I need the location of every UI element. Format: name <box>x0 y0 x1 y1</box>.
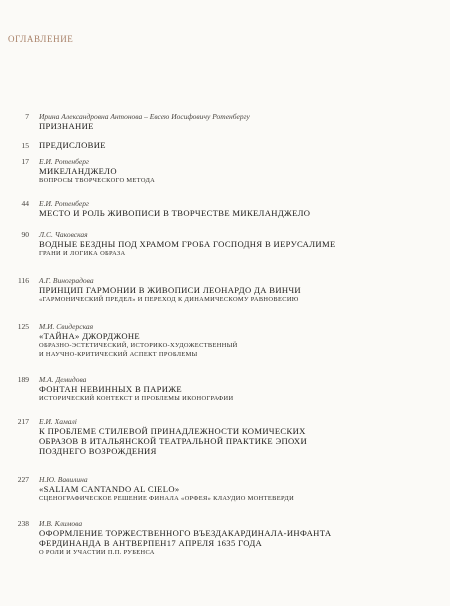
toc-author: Л.С. Чаковская <box>39 230 88 239</box>
toc-title: ПРИЗНАНИЕ <box>39 121 94 131</box>
toc-author: А.Г. Виноградова <box>39 276 94 285</box>
toc-page-number: 116 <box>18 276 29 285</box>
toc-subtitle: СЦЕНОГРАФИЧЕСКОЕ РЕШЕНИЕ ФИНАЛА «ОРФЕЯ» КЛАУДИО МОНТЕВЕРДИ <box>39 495 295 502</box>
toc-entry[interactable] <box>0 157 450 185</box>
toc-title: ФЕРДИНАНДА В АНТВЕРПЕН17 АПРЕЛЯ 1635 ГОДА <box>39 538 263 548</box>
toc-author: Е.И. Ротенберг <box>39 157 89 166</box>
toc-page-number: 15 <box>21 141 29 150</box>
toc-entry[interactable] <box>0 276 450 304</box>
toc-title: ВОДНЫЕ БЕЗДНЫ ПОД ХРАМОМ ГРОБА ГОСПОДНЯ В ИЕРУСАЛИМЕ <box>39 239 336 249</box>
toc-title: ПРЕДИСЛОВИЕ <box>39 140 106 150</box>
toc-entry[interactable] <box>0 230 450 258</box>
toc-page-number: 7 <box>25 112 29 121</box>
toc-title: «ТАЙНА» ДЖОРДЖОНЕ <box>39 331 141 341</box>
toc-page-number: 17 <box>21 157 29 166</box>
toc-title: ПОЗДНЕГО ВОЗРОЖДЕНИЯ <box>39 446 157 456</box>
toc-entry[interactable] <box>0 519 450 557</box>
toc-subtitle: ВОПРОСЫ ТВОРЧЕСКОГО МЕТОДА <box>39 177 156 184</box>
toc-page-number: 217 <box>17 417 29 426</box>
toc-entry[interactable] <box>0 475 450 503</box>
toc-subtitle: О РОЛИ И УЧАСТИИ П.П. РУБЕНСА <box>39 549 155 556</box>
toc-author: И.В. Климова <box>39 519 83 528</box>
toc-title: МИКЕЛАНДЖЕЛО <box>39 166 117 176</box>
toc-entry[interactable] <box>0 199 450 218</box>
toc-title: К ПРОБЛЕМЕ СТИЛЕВОЙ ПРИНАДЛЕЖНОСТИ КОМИЧЕСКИХ <box>39 426 306 436</box>
toc-title: ОФОРМЛЕНИЕ ТОРЖЕСТВЕННОГО ВЪЕЗДАКАРДИНАЛА-ИНФАНТА <box>39 528 332 538</box>
toc-page-number: 227 <box>17 475 29 484</box>
toc-author: М.И. Свидерская <box>39 322 94 331</box>
toc-entry[interactable] <box>0 375 450 403</box>
toc-author: Ирина Александровна Антонова – Евсею Иосифовичу Ротенбергу <box>39 112 250 121</box>
toc-page-number: 238 <box>17 519 29 528</box>
toc-entry[interactable] <box>0 112 450 131</box>
toc-author: Н.Ю. Вавилина <box>39 475 88 484</box>
toc-author: Е.И. Ротенберг <box>39 199 89 208</box>
toc-title: ФОНТАН НЕВИННЫХ В ПАРИЖЕ <box>39 384 182 394</box>
toc-subtitle: ГРАНИ И ЛОГИКА ОБРАЗА <box>39 250 126 257</box>
toc-title: МЕСТО И РОЛЬ ЖИВОПИСИ В ТВОРЧЕСТВЕ МИКЕЛАНДЖЕЛО <box>39 208 311 218</box>
toc-entry[interactable] <box>0 417 450 456</box>
toc-title: ПРИНЦИП ГАРМОНИИ В ЖИВОПИСИ ЛЕОНАРДО ДА ВИНЧИ <box>39 285 301 295</box>
toc-page-number: 125 <box>17 322 29 331</box>
toc-title: «SALIAM CANTANDO AL CIELO» <box>39 484 180 494</box>
toc-author: Е.И. Хамалі <box>39 417 77 426</box>
toc-page-number: 44 <box>21 199 29 208</box>
toc-subtitle: «ГАРМОНИЧЕСКИЙ ПРЕДЕЛ» И ПЕРЕХОД К ДИНАМИЧЕСКОМУ РАВНОВЕСИЮ <box>39 296 299 303</box>
toc-entry[interactable] <box>0 322 450 359</box>
toc-subtitle: ИСТОРИЧЕСКИЙ КОНТЕКСТ И ПРОБЛЕМЫ ИКОНОГРАФИИ <box>39 395 234 402</box>
toc-subtitle: И НАУЧНО-КРИТИЧЕСКИЙ АСПЕКТ ПРОБЛЕМЫ <box>39 351 198 358</box>
toc-author: М.А. Демидова <box>39 375 87 384</box>
toc-page-number: 189 <box>17 375 29 384</box>
toc-entry[interactable] <box>0 140 450 150</box>
toc-subtitle: ОБРАЗНО-ЭСТЕТИЧЕСКИЙ, ИСТОРИКО-ХУДОЖЕСТВЕННЫЙ <box>39 342 238 349</box>
page-heading: оглавление <box>8 30 74 45</box>
toc-page-number: 90 <box>21 230 29 239</box>
toc-title: ОБРАЗОВ В ИТАЛЬЯНСКОЙ ТЕАТРАЛЬНОЙ ПРАКТИКЕ ЭПОХИ <box>39 436 308 446</box>
